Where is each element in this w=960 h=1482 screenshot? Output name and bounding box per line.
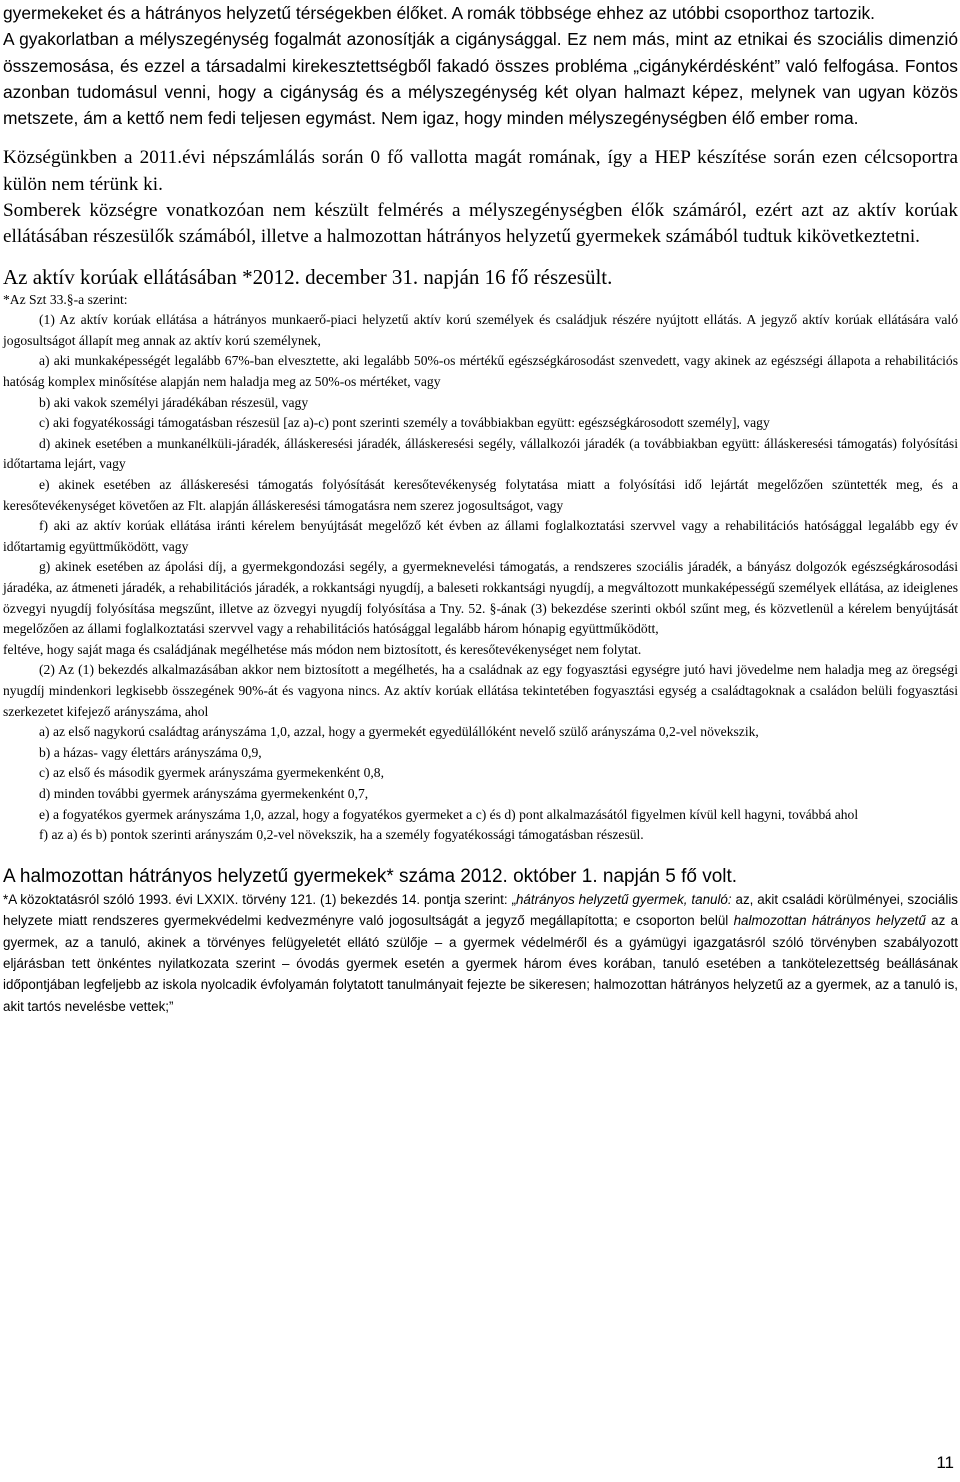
paragraph-census: Községünkben a 2011.évi népszámlálás során 0 fő vallotta magát romának, így a HEP készítése során ezen célcsoportra külön nem térünk ki.	[3, 147, 958, 195]
footnote-part-2: az, akit családi körülményei, szociális helyzete miatt rendszeres gyermekvédelmi kedvezményre való jogosultságát a jegyző megállapította; e csoporton belül	[3, 891, 959, 929]
paragraph-2	[3, 26, 958, 131]
law-item: b) aki vakok személyi járadékában részesül, vagy	[39, 394, 309, 410]
footnote-emphasis-2: halmozottan hátrányos helyzetű	[733, 913, 926, 929]
law-item: (2) Az (1) bekezdés alkalmazásában akkor nem biztosított a megélhetés, ha a családnak az egy fogyasztási egységre jutó havi jövedelme nem haladja meg az öregségi nyugdíj mindenkori legkisebb összegének 90%-át és vagyona nincs. Az aktív korúak ellátása tekintetében fogyasztási egység a családtagoknak a családon belüli fogyasztási szerkezetet kifejező arányszáma, ahol	[3, 662, 958, 719]
law-item: feltéve, hogy saját maga és családjának megélhetése más módon nem biztosított, és keresőtevékenységet nem folytat.	[3, 641, 642, 657]
paragraph-survey: Somberek községre vonatkozóan nem készült felmérés a mélyszegénységben élők számáról, ezért azt az aktív korúak ellátásában részesülők számából, illetve a halmozottan hátrányos helyzetű gyermekek számából tudtuk kikövetkeztetni.	[3, 200, 958, 248]
heading-disadvantaged-children: A halmozottan hátrányos helyzetű gyermekek* száma 2012. október 1. napján 5 fő volt.	[3, 865, 738, 887]
law-item: b) a házas- vagy élettárs arányszáma 0,9,	[39, 744, 262, 760]
footnote	[3, 889, 958, 1017]
law-item: c) aki fogyatékossági támogatásban részesül [az a)-c) pont szerinti személy a továbbiakban együtt: egészségkárosodott személy], vagy	[39, 415, 770, 431]
law-item: f) az a) és b) pontok szerinti arányszám 0,2-vel növekszik, ha a személy fogyatékossági támogatásban részesül.	[39, 827, 644, 843]
law-item: c) az első és második gyermek arányszáma gyermekenként 0,8,	[39, 765, 384, 781]
law-item: g) akinek esetében az ápolási díj, a gyermekgondozási segély, a gyermeknevelési támogatás, a rendszeres szociális járadék, a bányász dolgozók egészségkárosodási járadéka, az átmeneti járadék, a rehabilitációs járadék, a rokkantsági nyugdíj, a baleseti rokkantsági nyugdíj, a megváltozott munkaképességű személyek ellátása, az ideiglenes özvegyi nyugdíj folyósítása megszűnt, illetve az özvegyi nyugdíj folyósítása a Tny. 52. §-ának (3) bekezdése szerinti okból szűnt meg, és közvetlenül a kérelem benyújtását megelőzően az állami foglalkoztatási szervvel vagy a rehabilitációs hatósággal legalább három hónapig együttműködött,	[3, 559, 958, 637]
footnote-emphasis-1: hátrányos helyzetű gyermek, tanuló:	[515, 891, 732, 907]
law-item: d) minden további gyermek arányszáma gyermekenként 0,7,	[39, 785, 369, 801]
page-number: 11	[936, 1453, 954, 1472]
heading-active-age-benefit: Az aktív korúak ellátásában *2012. december 31. napján 16 fő részesült.	[3, 264, 613, 289]
footnote-part-3: az a gyermek, az a tanuló, akinek a törvényes felügyeletét ellátó szülője – a gyermek védelméről és a gyámügyi igazgatásról szóló törvényben szabályozott eljárásban tett önkéntes nyilatkozata szerint – óvodás gyermek esetén a gyermek három éves korában, tanuló esetében a tankötelezettség beállásának időpontjában legfeljebb az iskola nyolcadik évfolyamán folytatott tanulmányait fejezte be sikeresen; halmozottan hátrányos helyzetű az a gyermek, az a tanuló is, akit tartós nevelésbe vettek;”	[3, 913, 959, 1014]
paragraph-2-part-2: Fontos azonban tudomásul venni, hogy a cigányság és a mélyszegénység két olyan halmazt képez, melynek van ugyan közös metszete, ám a kettő nem fedi teljesen egymást. Nem igaz, hogy minden mélyszegénységben élő ember roma.	[3, 55, 958, 129]
paragraph-2-part-1: A gyakorlatban a mélyszegénység fogalmát azonosítják a cigánysággal. Ez nem más, mint az etnikai és szociális dimenzió összemosása, és ezzel a társadalmi kirekesztettségből fakadó összes probléma „cigánykérdésként” való felfogása.	[3, 29, 958, 76]
law-item: (1) Az aktív korúak ellátása a hátrányos munkaerő-piaci helyzetű aktív korú személyek és családjuk részére nyújtott ellátás. A jegyző aktív korúak ellátására való jogosultságot állapít meg annak az aktív korú személynek,	[3, 312, 958, 348]
footnote-part-1: *A közoktatásról szóló 1993. évi LXXIX. törvény 121. (1) bekezdés 14. pontja szerint: „	[3, 891, 516, 907]
law-item: a) aki munkaképességét legalább 67%-ban elvesztette, aki legalább 50%-os mértékű egészségkárosodást szenvedett, vagy akinek az egészségi állapota a rehabilitációs hatóság komplex minősítése alapján nem haladja meg az 50%-os mértéket, vagy	[3, 353, 958, 390]
law-intro: *Az Szt 33.§-a szerint:	[3, 291, 128, 307]
law-item: e) akinek esetében az álláskeresési támogatás folyósítását keresőtevékenység folytatása miatt a folyósítási idő lejártát megelőzően szüntették meg, és a keresőtevékenységet követően az Flt. alapján álláskeresési támogatásra nem szerez jogosultságot, vagy	[3, 477, 958, 513]
law-item: d) akinek esetében a munkanélküli-járadék, álláskeresési járadék, álláskeresési segély, vállalkozói járadék (a továbbiakban együtt: álláskeresési támogatás) folyósítási időtartama lejárt, vagy	[3, 435, 958, 472]
paragraph-1: gyermekeket és a hátrányos helyzetű térségekben élőket. A romák többsége ehhez az utóbbi csoporthoz tartozik.	[3, 3, 875, 23]
law-item: f) aki az aktív korúak ellátása iránti kérelem benyújtását megelőző két évben az állami foglalkoztatási szervvel vagy a rehabilitációs hatósággal legalább egy év időtartamig együttműködött, vagy	[3, 518, 958, 554]
law-item: e) a fogyatékos gyermek arányszáma 1,0, azzal, hogy a fogyatékos gyermeket a c) és d) pont alkalmazásától figyelmen kívül kell hagyni, továbbá ahol	[39, 806, 859, 822]
law-item: a) az első nagykorú családtag arányszáma 1,0, azzal, hogy a gyermekét egyedülállóként nevelő szülő arányszáma 0,2-vel növekszik,	[39, 724, 759, 740]
law-text	[3, 310, 958, 845]
